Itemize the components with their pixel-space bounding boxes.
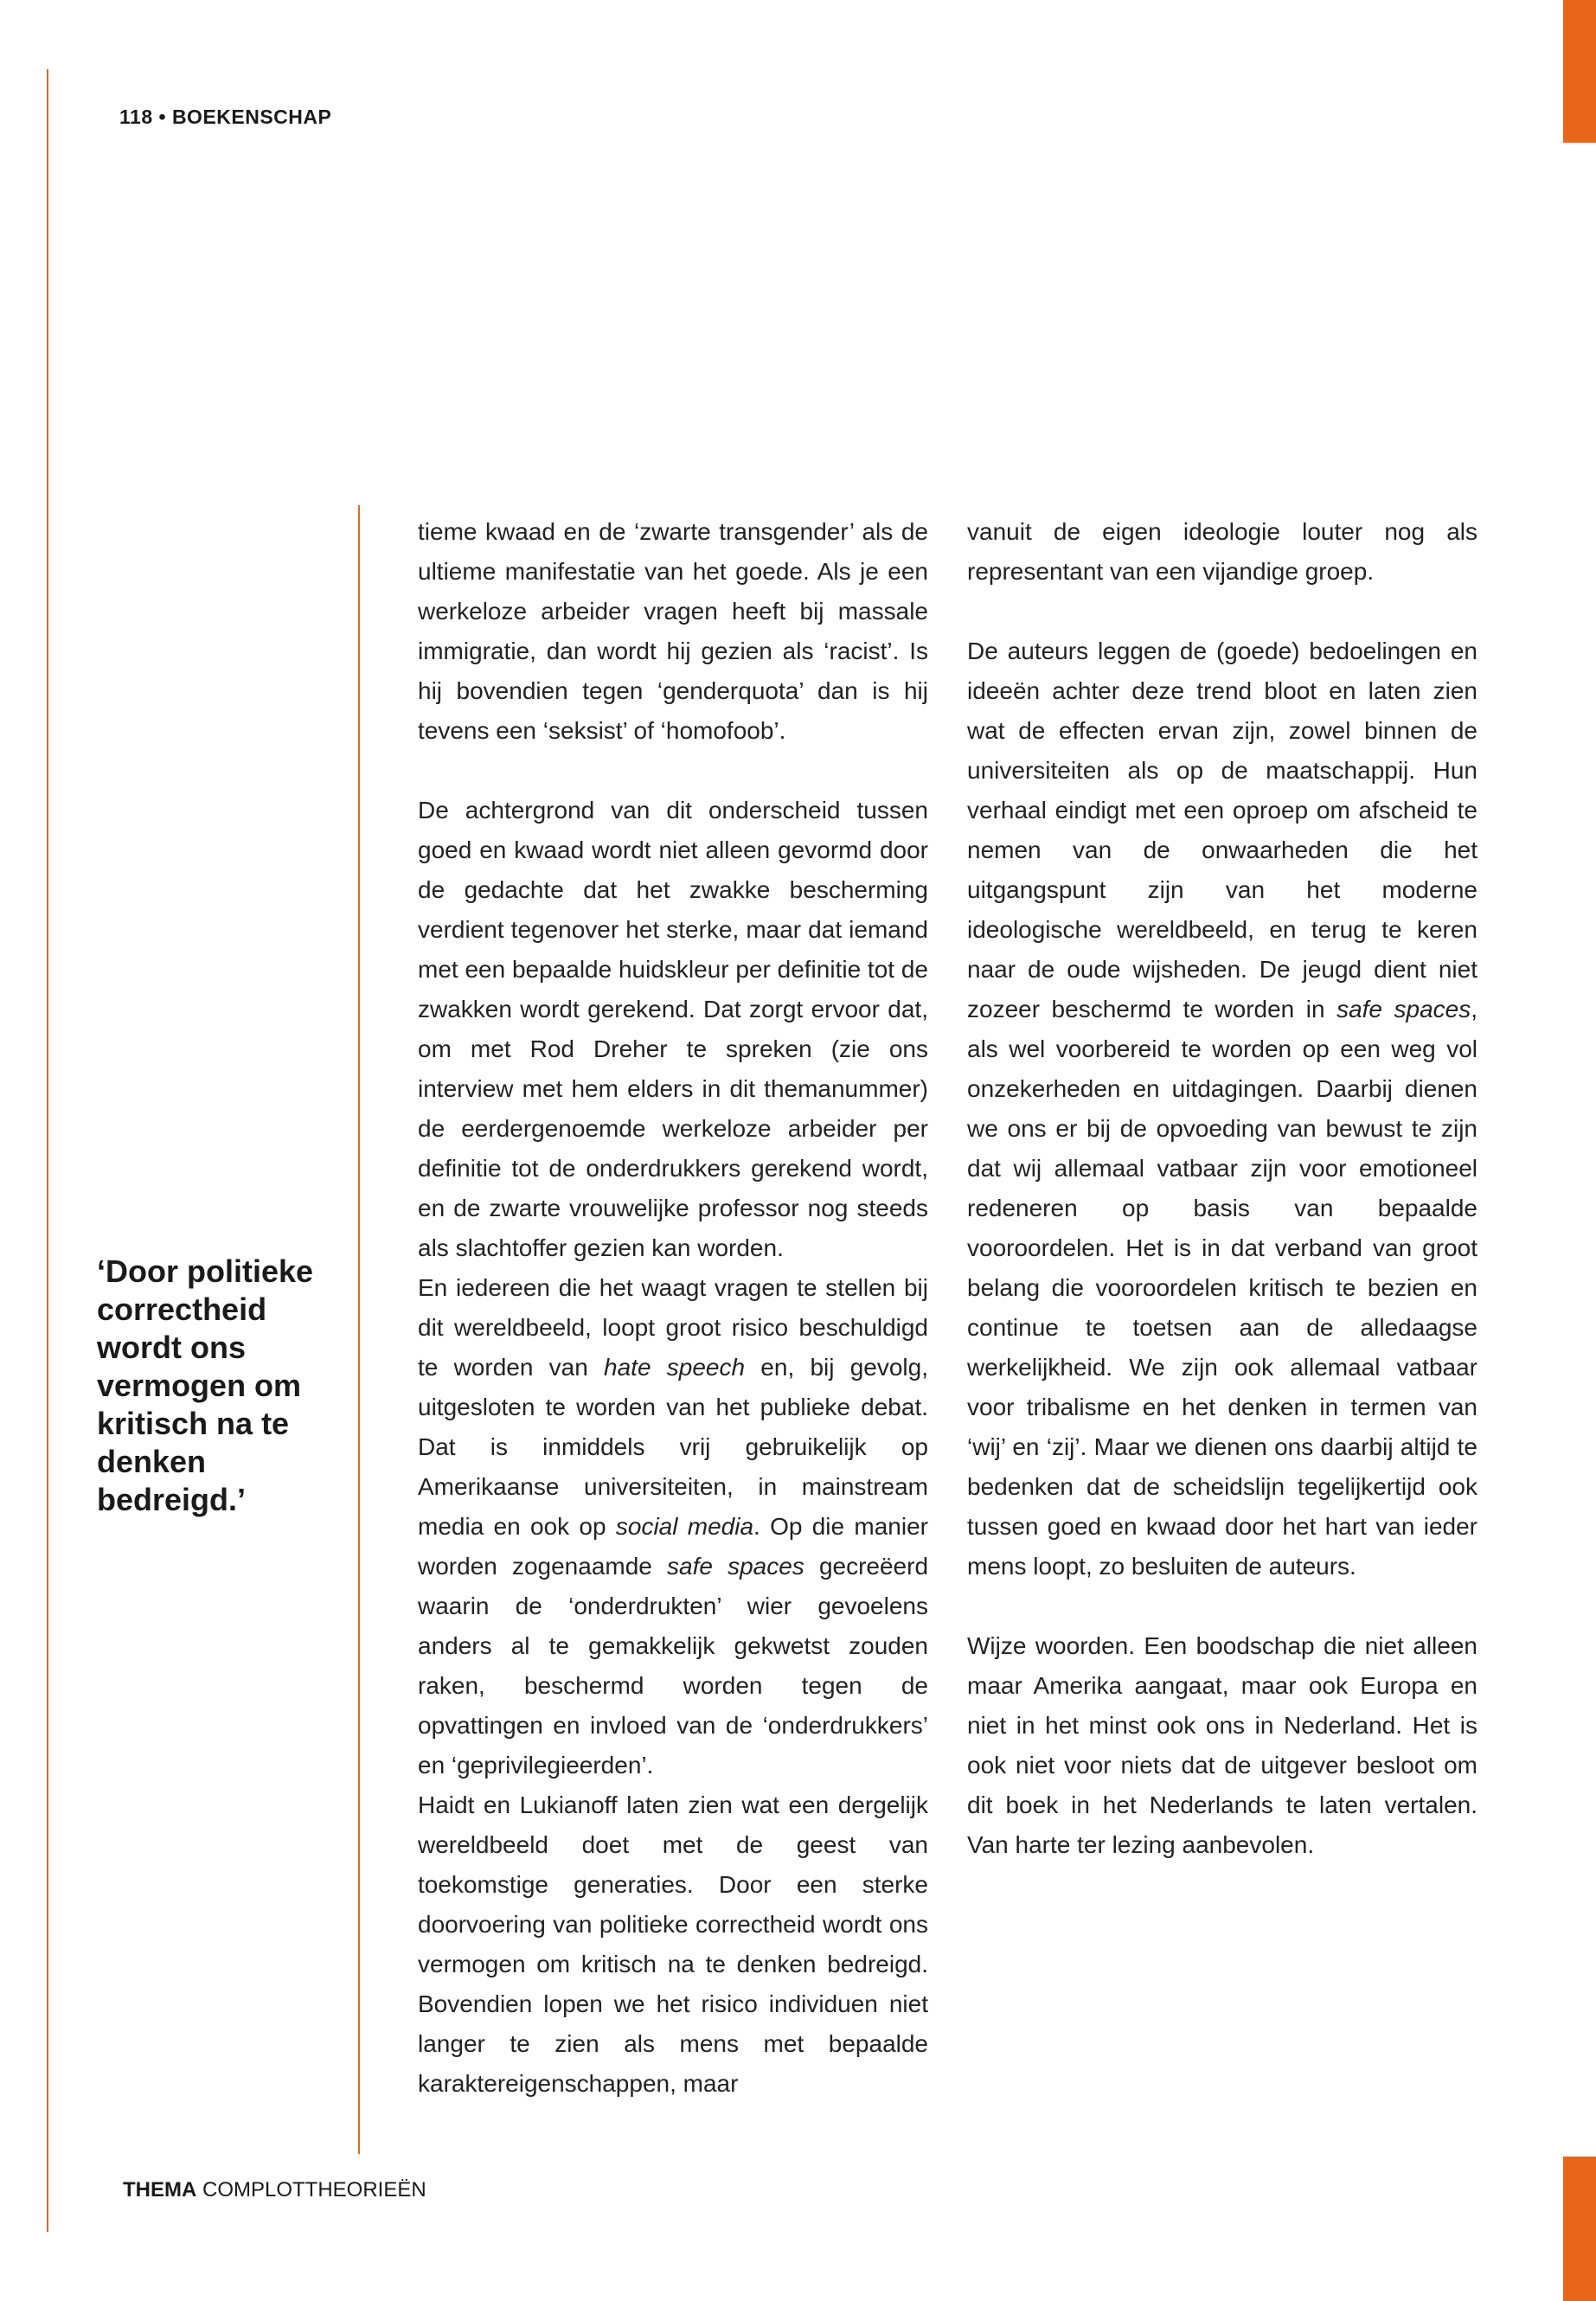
footer-theme-name: COMPLOTTHEORIEËN xyxy=(202,2178,426,2202)
page-footer xyxy=(123,2178,426,2202)
paragraph: Haidt en Lukianoff laten zien wat een dergelijk wereldbeeld doet met de geest van toekomstige generaties. Door een sterke doorvoering van politieke correctheid wordt ons vermogen om kritisch na te denken bedreigd. Bovendien lopen we het risico individuen niet langer te zien als mens met bepaalde karaktereigenschappen, maar xyxy=(418,1791,928,2097)
paragraph: Wijze woorden. Een boodschap die niet alleen maar Amerika aangaat, maar ook Europa en niet in het minst ook ons in Nederland. Het is ook niet voor niets dat de uitgever besloot om dit boek in het Nederlands te laten vertalen. Van harte ter lezing aanbevolen. xyxy=(967,1632,1477,1858)
paragraph: vanuit de eigen ideologie louter nog als representant van een vijandige groep. xyxy=(967,518,1477,585)
orange-edge-tab-top xyxy=(1563,0,1596,143)
paragraph: tieme kwaad en de ‘zwarte transgender’ als de ultieme manifestatie van het goede. Als je een werkeloze arbeider vragen heeft bij massale immigratie, dan wordt hij gezien als ‘racist’. Is hij bovendien tegen ‘genderquota’ dan is hij tevens een ‘seksist’ of ‘homofoob’. xyxy=(418,518,928,744)
orange-edge-tab-bottom xyxy=(1563,2157,1596,2301)
column-rule xyxy=(358,505,360,2154)
page-header: 118 • BOEKENSCHAP xyxy=(119,106,332,128)
pull-quote: ‘Door politieke correctheid wordt ons vermogen om kritisch na te denken bedreigd.’ xyxy=(97,1253,314,1517)
article-column-2 xyxy=(967,512,1477,1865)
footer-theme-label: THEMA xyxy=(123,2178,197,2202)
paragraph: De achtergrond van dit onderscheid tussen goed en kwaad wordt niet alleen gevormd door de gedachte dat het zwakke bescherming verdient tegenover het sterke, maar dat iemand met een bepaalde huidskleur per definitie tot de zwakken wordt gerekend. Dat zorgt ervoor dat, om met Rod Dreher te spreken (zie ons interview met hem elders in dit themanummer) de eerdergenoemde werkeloze arbeider per definitie tot de onderdrukkers gerekend wordt, en de zwarte vrouwelijke professor nog steeds als slachtoffer gezien kan worden. xyxy=(418,797,928,1261)
article-column-1 xyxy=(418,512,928,2104)
paragraph: En iedereen die het waagt vragen te stellen bij dit wereldbeeld, loopt groot risico beschuldigd te worden van hate speech en, bij gevolg, uitgesloten te worden van het publieke debat. Dat is inmiddels vrij gebruikelijk op Amerikaanse universiteiten, in mainstream media en ook op social media. Op die manier worden zogenaamde safe spaces gecreëerd waarin de ‘onderdrukten’ wier gevoelens anders al te gemakkelijk gekwetst zouden raken, beschermd worden tegen de opvattingen en invloed van de ‘onderdrukkers’ en ‘geprivilegieerden’. xyxy=(418,1274,929,1779)
paragraph: De auteurs leggen de (goede) bedoelingen en ideeën achter deze trend bloot en laten zien wat de effecten ervan zijn, zowel binnen de universiteiten als op de maatschappij. Hun verhaal eindigt met een oproep om afscheid te nemen van de onwaarheden die het uitgangspunt zijn van het moderne ideologische wereldbeeld, en terug te keren naar de oude wijsheden. De jeugd dient niet zozeer beschermd te worden in safe spaces, als wel voorbereid te worden op een weg vol onzekerheden en uitdagingen. Daarbij dienen we ons er bij de opvoeding van bewust te zijn dat wij allemaal vatbaar zijn voor emotioneel redeneren op basis van bepaalde vooroordelen. Het is in dat verband van groot belang die vooroordelen kritisch te bezien en continue te toetsen aan de alledaagse werkelijkheid. We zijn ook allemaal vatbaar voor tribalisme en het denken in termen van ‘wij’ en ‘zij’. Maar we dienen ons daarbij altijd te bedenken dat de scheidslijn tegelijkertijd ook tussen goed en kwaad door het hart van ieder mens loopt, zo besluiten de auteurs. xyxy=(967,638,1478,1580)
margin-rule xyxy=(47,69,48,2232)
